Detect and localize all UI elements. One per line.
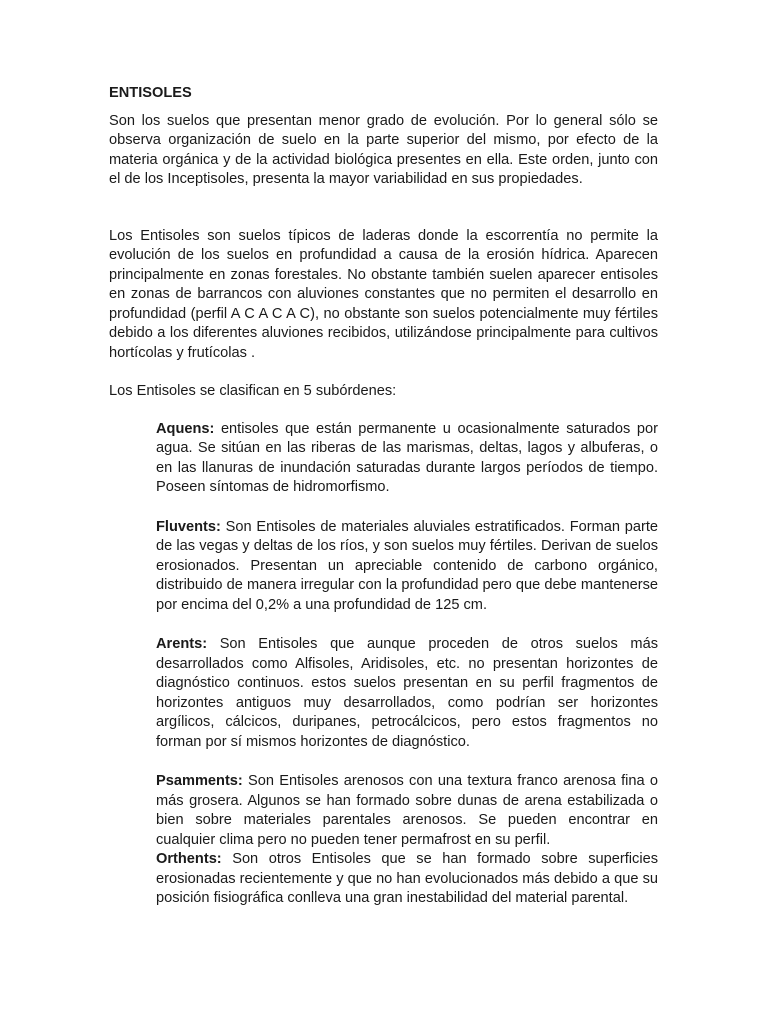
suborder-term: Aquens:	[156, 420, 215, 437]
suborder-description: Son Entisoles que aunque proceden de otros suelos más desarrollados como Alfisoles, Aridisoles, etc. no presentan horizontes de diagnóstico continuos. estos suelos presentan en su perfil fragmentos de horizontes antiguos muy desarrollados, como podrían ser horizontes argílicos, cálcicos, duripanes, petrocálcicos, pero estos fragmentos no forman por sí mismos horizontes de diagnóstico.	[156, 636, 658, 750]
suborder-list	[156, 420, 658, 909]
document-body	[109, 84, 658, 909]
suborder-description: entisoles que están permanente u ocasionalmente saturados por agua. Se sitúan en las riberas de las marismas, deltas, lagos y albuferas, o en las llanuras de inundación saturadas durante largos períodos de tiempo. Poseen síntomas de hidromorfismo.	[156, 420, 658, 495]
suborder-term: Arents:	[156, 636, 208, 652]
suborder-psamments	[156, 772, 658, 850]
suborder-arents	[156, 635, 658, 752]
suborder-description: Son Entisoles de materiales aluviales estratificados. Forman parte de las vegas y deltas de los ríos, y son suelos muy fértiles. Derivan de suelos erosionados. Presentan un apreciable contenido de carbono orgánico, distribuido de manera irregular con la profundidad pero que debe mantenerse por encima del 0,2% a una profundidad de 125 cm.	[156, 518, 658, 613]
suborder-term: Orthents:	[156, 851, 222, 867]
document-title: ENTISOLES	[109, 85, 192, 101]
suborder-term: Fluvents:	[156, 518, 221, 535]
suborders-intro: Los Entisoles se clasifican en 5 subórdenes:	[109, 383, 397, 399]
suborder-aquens	[156, 420, 658, 498]
suborder-fluvents	[156, 518, 658, 616]
intro-paragraph: Son los suelos que presentan menor grado de evolución. Por lo general sólo se observa organización de suelo en la parte superior del mismo, por efecto de la materia orgánica y de la actividad biológica presentes en ella. Este orden, junto con el de los Inceptisoles, presenta la mayor variabilidad en sus propiedades.	[109, 112, 658, 187]
suborder-description: Son Entisoles arenosos con una textura franco arenosa fina o más grosera. Algunos se han formado sobre dunas de arena estabilizada o bien sobre materiales parentales arenosos. Se pueden encontrar en cualquier clima pero no pueden tener permafrost en su perfil.	[156, 773, 658, 848]
laderas-paragraph: Los Entisoles son suelos típicos de laderas donde la escorrentía no permite la evolución de los suelos en profundidad a causa de la erosión hídrica. Aparecen principalmente en zonas forestales. No obstante también suelen aparecer entisoles en zonas de barrancos con aluviones constantes que no permiten el desarrollo en profundidad (perfil A C A C A C), no obstante son suelos potencialmente muy fértiles debido a los diferentes aluviones recibidos, utilizándose principalmente para cultivos hortícolas y frutícolas .	[109, 227, 658, 361]
suborder-term: Psamments:	[156, 773, 243, 789]
suborder-orthents	[156, 850, 658, 909]
suborder-description: Son otros Entisoles que se han formado sobre superficies erosionadas recientemente y que no han evolucionados más debido a que su posición fisiográfica conlleva una gran inestabilidad del material parental.	[156, 851, 658, 906]
